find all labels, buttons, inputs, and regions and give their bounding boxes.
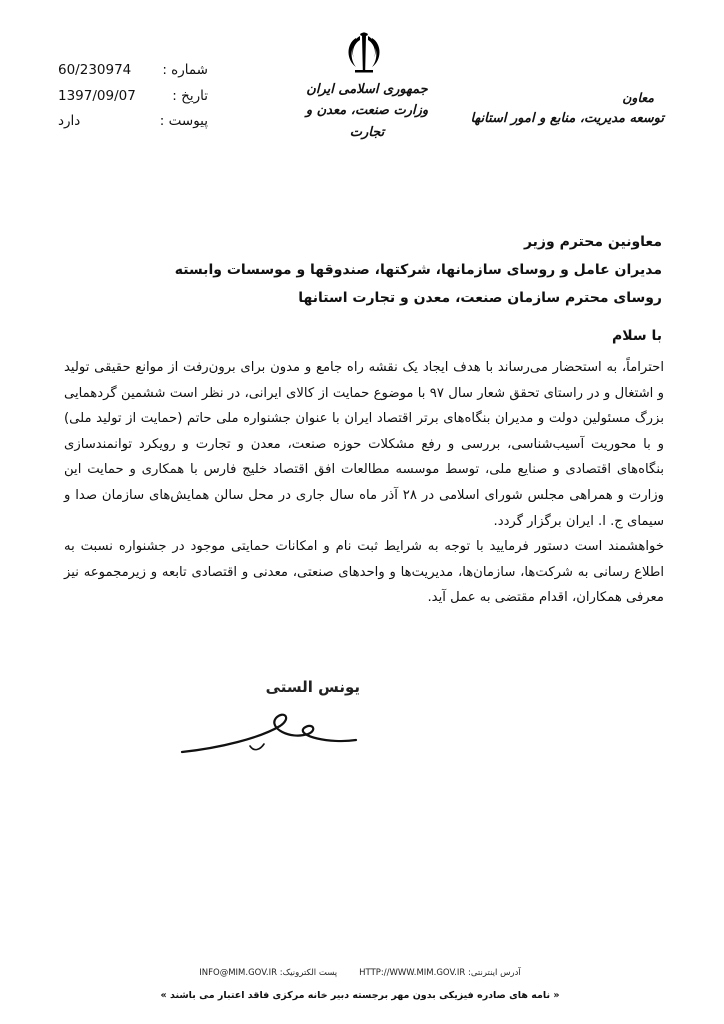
letter-number-row [58,58,208,84]
footer-website-label: آدرس اینترنتی: [467,968,521,978]
recipients-block [62,228,662,312]
body-paragraph: خواهشمند است دستور فرمایید با توجه به شرایط ثبت نام و امکانات حمایتی موجود در جشنواره نسبت به اطلاع رسانی به شرکت‌ها، سازمان‌ها، مدیریت‌ها و واحدهای صنعتی، معدنی و اقتصادی تابعه و زیرمجموعه نیز معرفی همکاران، اقدام مقتضی به عمل آید. [64,539,664,606]
signer-name: یونس الستی [265,678,360,696]
letter-date-row [58,84,208,110]
letter-body [64,355,664,611]
signature-block [180,672,360,782]
footer-website-value: HTTP://WWW.MIM.GOV.IR [359,968,466,978]
letter-number-value: 60/230974 [58,62,132,78]
footer-email-value: INFO@MIM.GOV.IR [199,968,278,978]
body-paragraph: احتراماً، به استحضار می‌رساند با هدف ایجاد یک نقشه راه جامع و مدون برای برون‌رفت از موانع حقیقی تولید و اشتغال و در راستای تحقق شعار سال ۹۷ با موضوع حمایت از کالای ایرانی، در نظر است ششمین گردهمایی بزرگ مسئولین دولت و مدیران بنگاه‌های برتر اقتصاد ایران با عنوان جشنواره ملی حاتم (حمایت از تولید ملی) و با محوریت آسیب‌شناسی، بررسی و رفع مشکلات حوزه صنعت، معدن و تجارت و رویکرد توانمندسازی بنگاه‌های اقتصادی و صنایع ملی، توسط موسسه مطالعات افق اقتصاد خلیج فارس با همکاری و حمایت این وزارت و همراهی مجلس شورای اسلامی در ۲۸ آذر ماه سال جاری در محل سالن همایش‌های سازمان صدا و سیمای ج. ا. ایران برگزار گردد. [64,360,664,529]
footer-contact [60,968,660,978]
deputy-title: معاون [622,90,654,105]
letter-attachment-label: پیوست : [159,113,208,129]
recipient-line: معاونین محترم وزیر [523,234,662,250]
footer-note: « نامه های صادره فیزیکی بدون مهر برجسته دبیر خانه مرکزی فاقد اعتبار می باشند » [160,990,560,1001]
greeting: با سلام [611,328,662,344]
handwritten-signature-icon [180,700,360,780]
ministry-title: وزارت صنعت، معدن و تجارت [305,103,429,140]
recipient-line: روسای محترم سازمان صنعت، معدن و تجارت استانها [298,290,662,306]
recipient-line: مدیران عامل و روسای سازمانها، شرکتها، صندوقها و موسسات وابسته [174,262,662,278]
letter-number-label: شماره : [162,62,208,78]
iran-emblem-icon [341,30,387,76]
ministry-header [292,80,442,144]
footer-email [199,968,337,978]
deputy-division: توسعه مدیریت، منابع و امور استانها [470,111,664,126]
footer-email-label: پست الکترونیک: [279,968,338,978]
deputy-header [444,88,664,130]
footer-website [359,968,521,978]
letter-attachment-value: دارد [58,113,81,129]
letter-date-value: 1397/09/07 [58,87,136,104]
letter-attachment-row [58,109,208,135]
letter-meta [58,58,208,135]
letter-date-label: تاریخ : [172,87,208,104]
republic-title: جمهوری اسلامی ایران [306,82,428,97]
